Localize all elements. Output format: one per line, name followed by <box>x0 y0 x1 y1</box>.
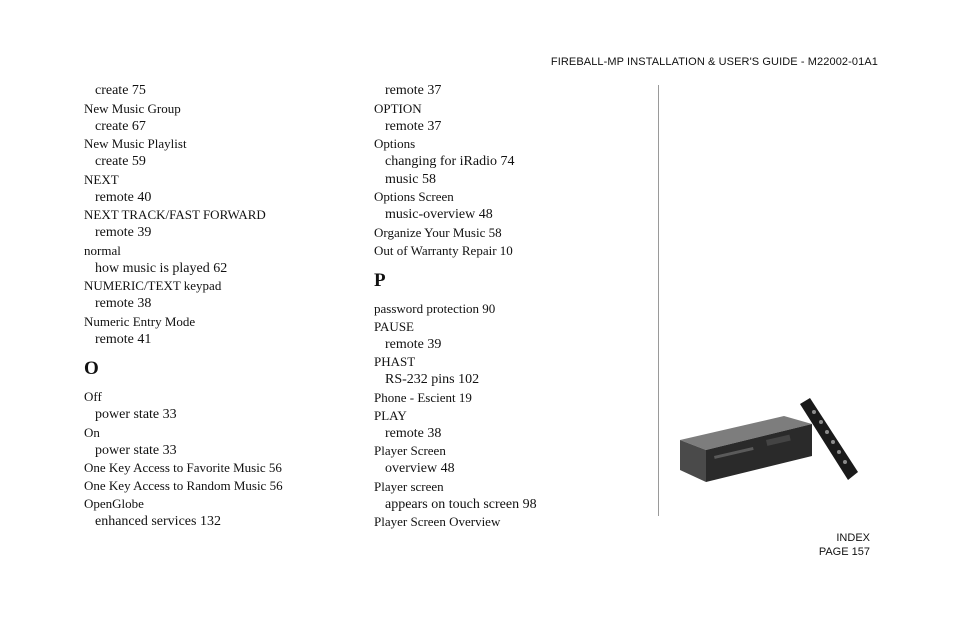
index-entry: On <box>84 424 100 440</box>
index-subentry: remote 37 <box>385 118 442 134</box>
index-entry: New Music Group <box>84 100 181 116</box>
index-entry: Phone - Escient 19 <box>374 389 472 405</box>
index-entry: Options Screen <box>374 189 454 204</box>
index-entry: Organize Your Music 58 <box>374 224 502 240</box>
section-letter: O <box>84 358 99 379</box>
index-entry: NEXT <box>84 171 119 187</box>
index-subentry: remote 40 <box>95 189 152 205</box>
index-subentry: music 58 <box>385 171 436 187</box>
index-entry: Off <box>84 389 102 404</box>
index-subentry: remote 39 <box>95 225 152 240</box>
index-subentry: remote 38 <box>385 425 442 441</box>
index-subentry: remote 38 <box>95 296 152 311</box>
page-footer <box>819 531 870 559</box>
index-column-middle <box>374 82 654 531</box>
index-entry: New Music Playlist <box>84 136 187 151</box>
footer-page-number: PAGE 157 <box>818 546 870 558</box>
index-entry: Player screen <box>374 478 444 494</box>
running-header: FIREBALL-MP INSTALLATION & USER'S GUIDE - M22002-01A1 <box>550 56 878 68</box>
index-entry: NUMERIC/TEXT keypad <box>84 278 222 293</box>
index-subentry: remote 41 <box>95 331 152 347</box>
index-subentry: RS-232 pins 102 <box>385 372 480 387</box>
index-entry: NEXT TRACK/FAST FORWARD <box>84 207 266 222</box>
index-subentry: how music is played 62 <box>95 260 228 276</box>
index-entry: PLAY <box>374 407 407 423</box>
product-photo <box>676 396 862 488</box>
index-column-left <box>84 82 364 531</box>
index-entry: One Key Access to Favorite Music 56 <box>84 460 282 475</box>
index-entry: PAUSE <box>374 318 414 334</box>
index-entry: Options <box>374 136 416 151</box>
index-subentry: overview 48 <box>385 461 455 476</box>
index-entry: normal <box>84 242 121 258</box>
index-subentry: create 75 <box>95 83 146 98</box>
index-entry: password protection 90 <box>374 300 496 316</box>
column-divider <box>658 85 659 516</box>
footer-section: INDEX <box>836 532 870 544</box>
index-subentry: music-overview 48 <box>385 207 493 222</box>
index-entry: One Key Access to Random Music 56 <box>84 478 283 493</box>
index-entry: Player Screen <box>374 443 446 458</box>
index-entry: PHAST <box>374 354 416 369</box>
index-entry: OPTION <box>374 100 422 116</box>
index-entry: OpenGlobe <box>84 496 144 511</box>
index-entry: Numeric Entry Mode <box>84 313 196 329</box>
index-subentry: enhanced services 132 <box>95 514 221 529</box>
index-entry: Player Screen Overview <box>374 514 501 529</box>
index-subentry: power state 33 <box>95 442 177 458</box>
index-subentry: create 59 <box>95 154 146 169</box>
index-subentry: create 67 <box>95 118 146 134</box>
index-subentry: power state 33 <box>95 407 177 422</box>
index-subentry: changing for iRadio 74 <box>385 154 515 169</box>
index-subentry: remote 37 <box>385 83 442 98</box>
section-letter: P <box>374 269 386 291</box>
index-subentry: appears on touch screen 98 <box>385 496 537 512</box>
index-subentry: remote 39 <box>385 336 442 352</box>
index-entry: Out of Warranty Repair 10 <box>374 242 513 258</box>
